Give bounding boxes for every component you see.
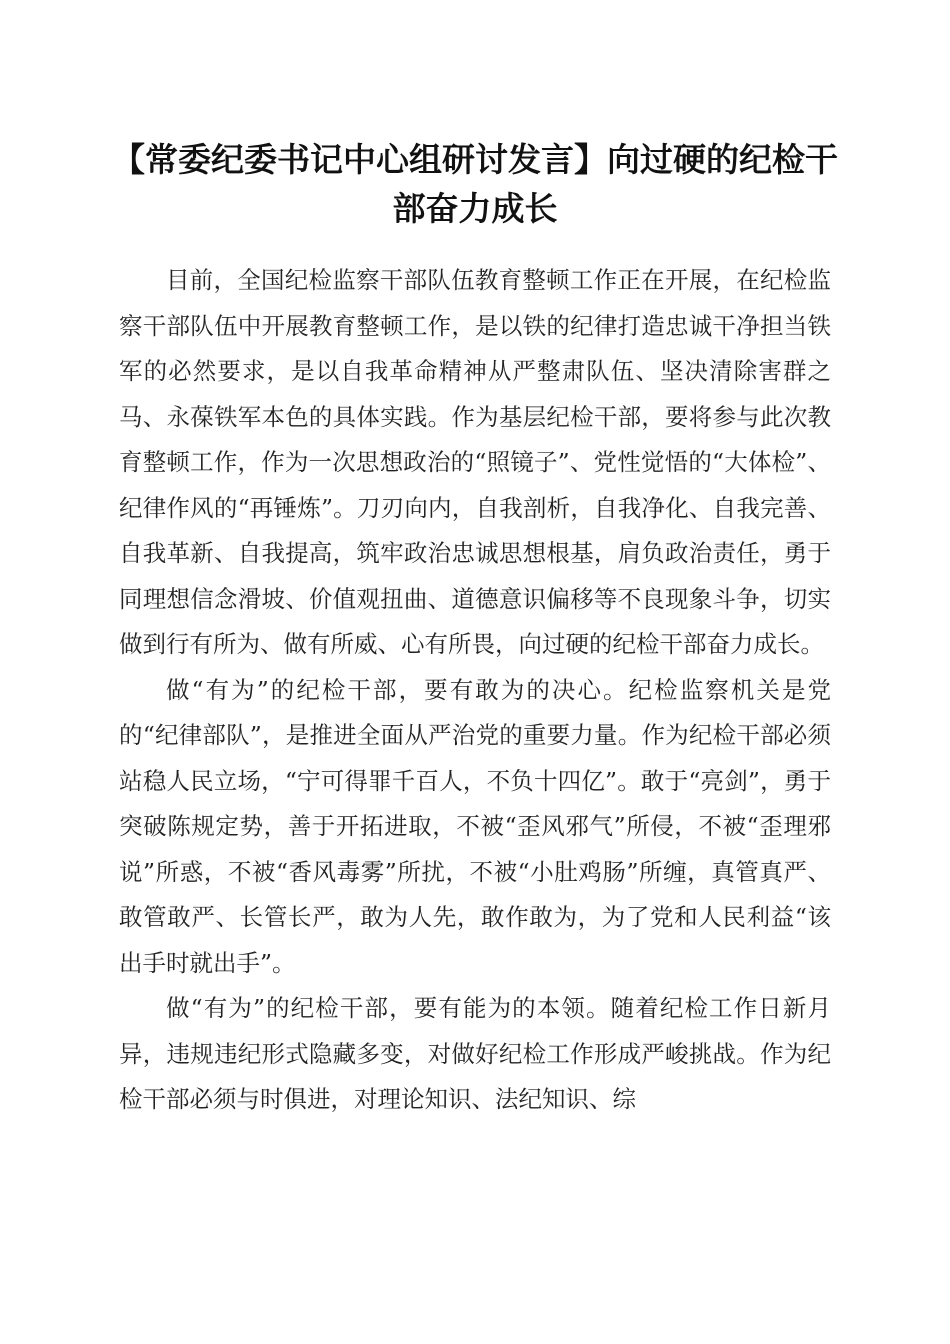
paragraph-intro: 目前，全国纪检监察干部队伍教育整顿工作正在开展，在纪检监察干部队伍中开展教育整顿工作，是以铁的纪律打造忠诚干净担当铁军的必然要求，是以自我革命精神从严整肃队伍、坚决清除害群之马、永葆铁军本色的具体实践。作为基层纪检干部，要将参与此次教育整顿工作，作为一次思想政治的“照镜子”、党性觉悟的“大体检”、纪律作风的“再锤炼”。刀刃向内，自我剖析，自我净化、自我完善、自我革新、自我提高，筑牢政治忠诚思想根基，肩负政治责任，勇于同理想信念滑坡、价值观扭曲、道德意识偏移等不良现象斗争，切实做到行有所为、做有所威、心有所畏，向过硬的纪检干部奋力成长。 (119, 266, 831, 658)
paragraph-courage: 做“有为”的纪检干部，要有敢为的决心。纪检监察机关是党的“纪律部队”，是推进全面从严治党的重要力量。作为纪检干部必须站稳人民立场，“宁可得罪千百人，不负十四亿”。敢于“亮剑”，勇于突破陈规定势，善于开拓进取，不被“歪风邪气”所侵，不被“歪理邪说”所惑，不被“香风毒雾”所扰，不被“小肚鸡肠”所缠，真管真严、敢管敢严、长管长严，敢为人先，敢作敢为，为了党和人民利益“该出手时就出手”。 (119, 675, 831, 977)
document-title: 【常委纪委书记中心组研讨发言】向过硬的纪检干部奋力成长 (112, 140, 838, 228)
document-body (119, 258, 831, 1123)
paragraph-ability: 做“有为”的纪检干部，要有能为的本领。随着纪检工作日新月异，违规违纪形式隐藏多变，对做好纪检工作形成严峻挑战。作为纪检干部必须与时俱进，对理论知识、法纪知识、综 (119, 994, 831, 1113)
